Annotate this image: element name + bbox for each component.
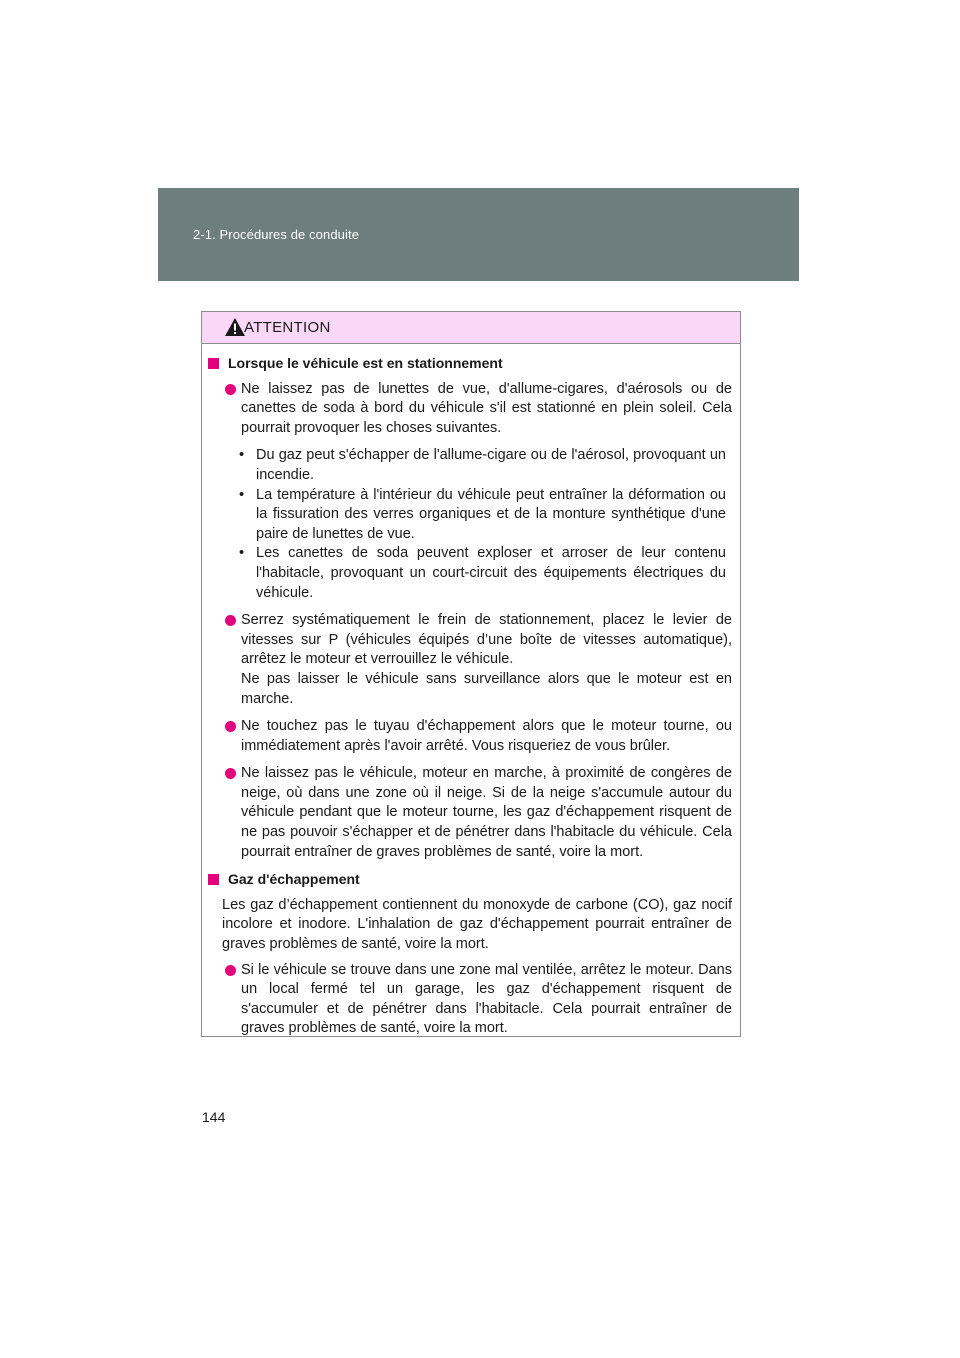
square-bullet-icon <box>208 874 219 885</box>
section-heading-parking: Lorsque le véhicule est en stationnement <box>208 354 740 374</box>
section-header-band <box>158 188 799 281</box>
list-item: Serrez systématiquement le frein de stationnement, placez le levier de vitesses sur P (véhicules équipés d’une boîte de vitesses automatique), arrêtez le moteur et verrouillez le véhicule. Ne pas laisser le véhicule sans surveillance alors que le moteur est en marche. <box>230 611 732 709</box>
sub-bullet: • <box>239 447 245 464</box>
sub-bullet: • <box>239 545 245 562</box>
dot-bullet-icon <box>225 965 236 976</box>
warning-header <box>202 312 740 344</box>
paragraph: Les gaz d’échappement contiennent du monoxyde de carbone (CO), gaz nocif incolore et inodore. L'inhalation de gaz d'échappement pourrait entraîner de graves problèmes de santé, voire la mort. <box>222 896 732 953</box>
warning-content <box>202 344 740 1039</box>
list-item: Ne laissez pas le véhicule, moteur en marche, à proximité de congères de neige, où dans une zone où il neige. Si de la neige s'accumule autour du véhicule pendant que le moteur tourne, les gaz d'échappement risquent de ne pas pouvoir s'échapper et de pénétrer dans l'habitacle du véhicule. Cela pourrait entraîner de graves problèmes de santé, voire la mort. <box>230 764 732 862</box>
sub-list-item: • Du gaz peut s'échapper de l'allume-cigare ou de l'aérosol, provoquant un incendie. <box>239 447 726 483</box>
warning-triangle-icon <box>224 317 246 337</box>
list-item: Ne laissez pas de lunettes de vue, d'allume-cigares, d'aérosols ou de canettes de soda à bord du véhicule s'il est stationné en plein soleil. Cela pourrait provoquer les choses suivantes. <box>230 380 732 439</box>
section-title: 2-1. Procédures de conduite <box>193 227 360 242</box>
sub-list-item: • Les canettes de soda peuvent exploser et arroser de leur contenu l'habitacle, provoquant un court-circuit des équipements électriques du véhicule. <box>239 545 726 601</box>
dot-bullet-icon <box>225 768 236 779</box>
sub-list-item: • La température à l'intérieur du véhicule peut entraîner la déformation ou la fissuration des verres organiques et de la monture synthétique d'une paire de lunettes de vue. <box>239 486 726 542</box>
dot-bullet-icon <box>225 721 236 732</box>
list-item: Ne touchez pas le tuyau d'échappement alors que le moteur tourne, ou immédiatement après l'avoir arrêté. Vous risqueriez de vous brûler. <box>230 717 732 756</box>
dot-bullet-icon <box>225 615 236 626</box>
section-heading-exhaust: Gaz d'échappement <box>208 870 740 890</box>
list-item: Si le véhicule se trouve dans une zone mal ventilée, arrêtez le moteur. Dans un local fermé tel un garage, les gaz d'échappement risquent de s'accumuler et de pénétrer dans l'habitacle. Cela pourrait entraîner de graves problèmes de santé, voire la mort. <box>230 961 732 1039</box>
page-number: 144 <box>202 1109 226 1125</box>
sub-bullet: • <box>239 486 245 503</box>
warning-box <box>201 311 741 1037</box>
warning-title: ATTENTION <box>244 319 331 336</box>
square-bullet-icon <box>208 358 219 369</box>
sub-list <box>239 446 726 603</box>
dot-bullet-icon <box>225 384 236 395</box>
